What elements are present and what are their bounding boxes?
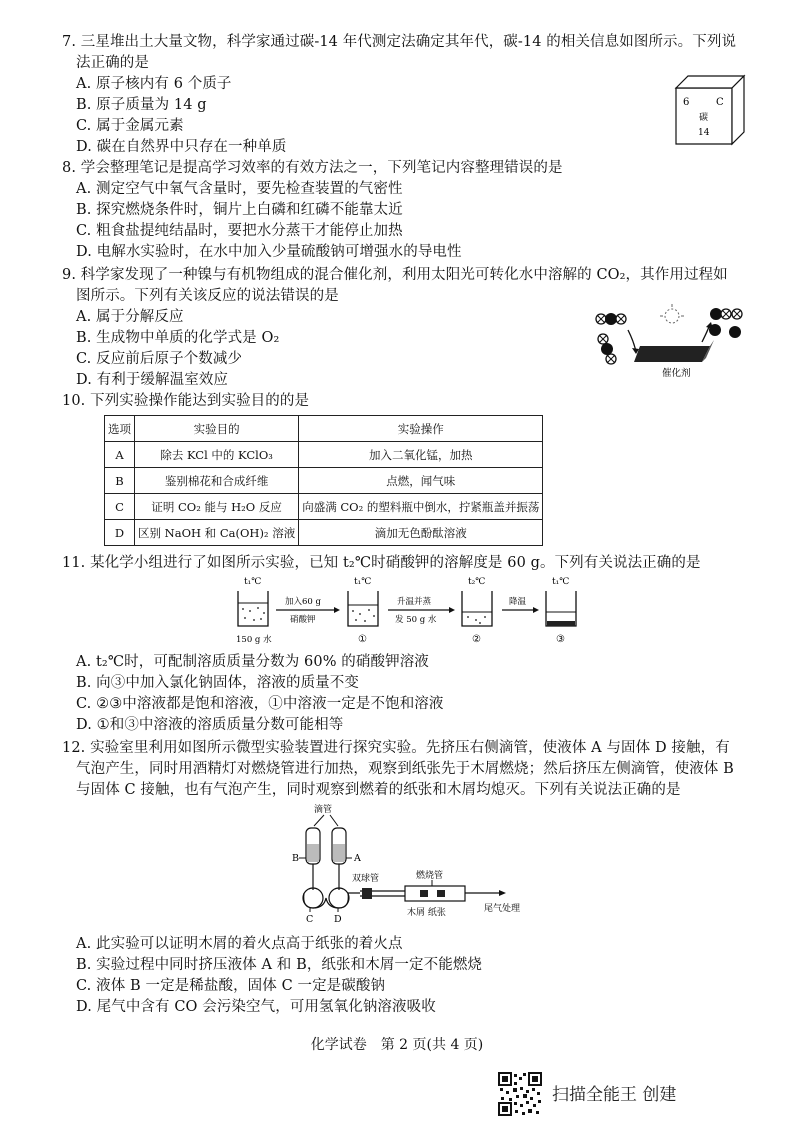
q11-option-b: B. 向③中加入氯化钠固体，溶液的质量不变: [76, 675, 359, 691]
table-row: [105, 468, 543, 494]
cell-operation: 滴加无色酚酞溶液: [299, 520, 543, 546]
q12-stem-line2: 气泡产生，同时用酒精灯对燃烧管进行加热，观察到纸张先于木屑燃烧；然后挤压左侧滴管，使液体 B: [76, 761, 734, 777]
q11-option-d: D. ①和③中溶液的溶质质量分数可能相等: [76, 717, 344, 733]
q9-stem-line2: 图所示。下列有关该反应的说法错误的是: [76, 288, 339, 304]
scanner-watermark: 扫描全能王 创建: [552, 1085, 677, 1105]
q7-option-d: D. 碳在自然界中只存在一种单质: [76, 139, 287, 155]
q7-option-b: B. 原子质量为 14 g: [76, 97, 207, 113]
svg-text:t₂℃: t₂℃: [468, 577, 486, 587]
beaker-4: [546, 577, 576, 645]
q8-option-c: C. 粗食盐提纯结晶时，要把水分蒸干才能停止加热: [76, 223, 403, 239]
catalyst-label: 催化剂: [662, 368, 691, 379]
q11-option-c: C. ②③中溶液都是饱和溶液，①中溶液一定是不饱和溶液: [76, 696, 444, 712]
carbon-element-card: [670, 70, 750, 150]
element-number: 6: [683, 97, 690, 108]
cell-operation: 点燃，闻气味: [299, 468, 543, 494]
svg-text:硝酸钾: 硝酸钾: [290, 615, 316, 625]
cell-purpose: 鉴别棉花和合成纤维: [135, 468, 299, 494]
beaker-3: [462, 577, 492, 645]
svg-text:③: ③: [556, 634, 565, 645]
q8-stem: 8. 学会整理笔记是提高学习效率的有效方法之一，下列笔记内容整理错误的是: [62, 160, 563, 176]
svg-text:②: ②: [472, 634, 481, 645]
q8-option-d: D. 电解水实验时，在水中加入少量硫酸钠可增强水的导电性: [76, 244, 462, 260]
cell-operation: 加入二氧化锰，加热: [299, 442, 543, 468]
q9-option-b: B. 生成物中单质的化学式是 O₂: [76, 330, 280, 346]
svg-text:降温: 降温: [509, 597, 527, 607]
cell-purpose: 证明 CO₂ 能与 H₂O 反应: [135, 494, 299, 520]
q7-option-c: C. 属于金属元素: [76, 118, 184, 134]
header-purpose: 实验目的: [135, 416, 299, 442]
q12-option-c: C. 液体 B 一定是稀盐酸，固体 C 一定是碳酸钠: [76, 978, 386, 994]
element-symbol: C: [716, 97, 724, 108]
q12-option-d: D. 尾气中含有 CO 会污染空气，可用氢氧化钠溶液吸收: [76, 999, 436, 1015]
cell-option: C: [105, 494, 135, 520]
svg-text:B: B: [292, 853, 299, 864]
q11-stem: 11. 某化学小组进行了如图所示实验，已知 t₂℃时硝酸钾的溶解度是 60 g。下列有关说法正确的是: [62, 555, 701, 571]
q9-option-a: A. 属于分解反应: [76, 309, 184, 325]
header-option: 选项: [105, 416, 135, 442]
beaker-2: [348, 577, 378, 645]
header-operation: 实验操作: [299, 416, 543, 442]
table-header-row: [105, 416, 543, 442]
q12-option-b: B. 实验过程中同时挤压液体 A 和 B，纸张和木屑一定不能燃烧: [76, 957, 483, 973]
svg-text:滴管: 滴管: [314, 805, 333, 815]
table-row: [105, 494, 543, 520]
q7-stem-line1: 7. 三星堆出土大量文物，科学家通过碳-14 年代测定法确定其年代，碳-14 的相关信息如图所示。下列说: [62, 34, 737, 50]
svg-text:A: A: [354, 853, 361, 864]
q12-option-a: A. 此实验可以证明木屑的着火点高于纸张的着火点: [76, 936, 403, 952]
dissolution-diagram: [230, 574, 590, 650]
svg-text:t₁℃: t₁℃: [354, 577, 372, 587]
svg-text:发 50 g 水: 发 50 g 水: [395, 615, 437, 625]
cell-option: D: [105, 520, 135, 546]
svg-text:木屑 纸张: 木屑 纸张: [407, 908, 446, 918]
page-footer: 化学试卷 第 2 页(共 4 页): [310, 1037, 484, 1053]
q9-option-c: C. 反应前后原子个数减少: [76, 351, 243, 367]
table-row: [105, 520, 543, 546]
svg-text:尾气处理: 尾气处理: [484, 904, 521, 914]
svg-text:双球管: 双球管: [352, 874, 380, 884]
catalyst-reaction-diagram: [590, 300, 750, 380]
cell-purpose: 除去 KCl 中的 KClO₃: [135, 442, 299, 468]
svg-text:t₁℃: t₁℃: [552, 577, 570, 587]
svg-text:加入60 g: 加入60 g: [285, 597, 321, 607]
svg-text:升温并蒸: 升温并蒸: [397, 597, 432, 607]
water-label: 150 g 水: [236, 635, 272, 645]
cell-option: B: [105, 468, 135, 494]
qr-code-icon: [498, 1072, 542, 1116]
q12-stem-line1: 12. 实验室里利用如图所示微型实验装置进行探究实验。先挤压右侧滴管，使液体 A 与固体 D 接触，有: [62, 740, 730, 756]
element-mass: 14: [698, 128, 710, 138]
q9-stem-line1: 9. 科学家发现了一种镍与有机物组成的混合催化剂，利用太阳光可转化水中溶解的 CO₂，其作用过程如: [62, 267, 728, 283]
q7-option-a: A. 原子核内有 6 个质子: [76, 76, 232, 92]
cell-purpose: 区别 NaOH 和 Ca(OH)₂ 溶液: [135, 520, 299, 546]
q10-stem: 10. 下列实验操作能达到实验目的的是: [62, 393, 310, 409]
temp-label: t₁℃: [244, 577, 262, 587]
q10-table: [104, 415, 543, 546]
svg-text:C: C: [306, 914, 314, 925]
apparatus-diagram: [280, 798, 540, 926]
beaker-1: [236, 577, 272, 645]
q8-option-b: B. 探究燃烧条件时，铜片上白磷和红磷不能靠太近: [76, 202, 403, 218]
element-name: 碳: [699, 113, 709, 123]
svg-text:燃烧管: 燃烧管: [416, 871, 444, 881]
table-row: [105, 442, 543, 468]
q12-stem-line3: 与固体 C 接触，也有气泡产生，同时观察到燃着的纸张和木屑均熄灭。下列有关说法正确的是: [76, 782, 681, 798]
q9-option-d: D. 有利于缓解温室效应: [76, 372, 229, 388]
svg-text:①: ①: [358, 634, 367, 645]
q7-stem-line2: 法正确的是: [76, 55, 149, 71]
cell-operation: 向盛满 CO₂ 的塑料瓶中倒水，拧紧瓶盖并振荡: [299, 494, 543, 520]
q8-option-a: A. 测定空气中氧气含量时，要先检查装置的气密性: [76, 181, 403, 197]
q11-option-a: A. t₂℃时，可配制溶质质量分数为 60% 的硝酸钾溶液: [76, 654, 429, 670]
cell-option: A: [105, 442, 135, 468]
svg-text:D: D: [334, 914, 342, 925]
